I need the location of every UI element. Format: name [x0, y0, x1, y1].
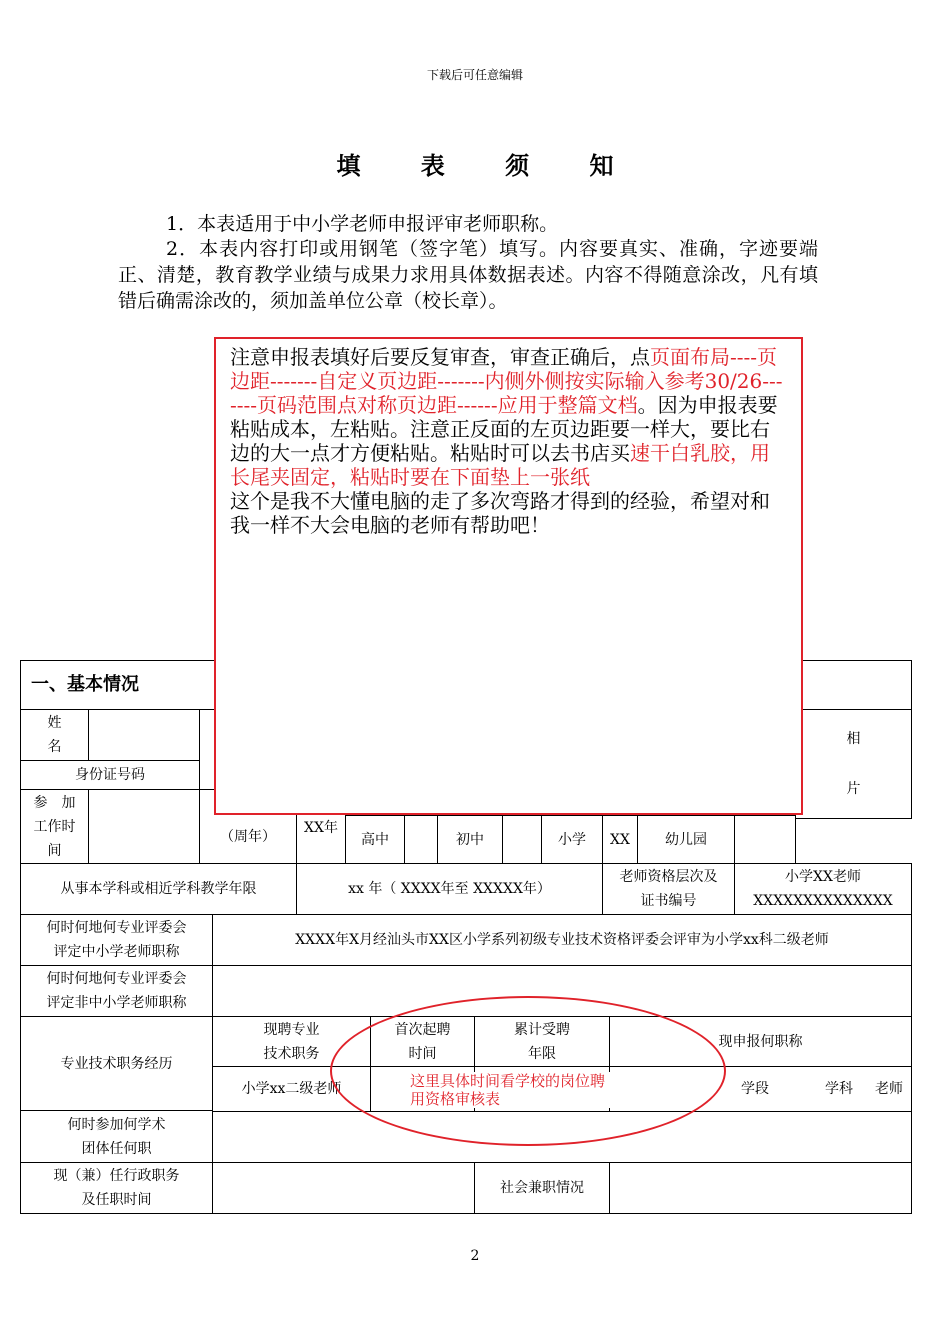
social-field[interactable]	[609, 1162, 912, 1214]
primary-value: XX	[602, 815, 638, 864]
overlay-text-3: 这个是我不大懂电脑的走了多次弯路才得到的经验，希望对和我一样不大会电脑的老师有帮助吧！	[230, 489, 770, 537]
annotation-ellipse	[330, 996, 726, 1146]
header-note: 下载后可任意编辑	[426, 68, 523, 82]
middle-label: 初中	[437, 815, 503, 864]
name-field[interactable]	[88, 709, 200, 761]
total-hire-label: 累计受聘 年限	[474, 1016, 610, 1067]
id-label: 身份证号码	[20, 760, 200, 790]
overlay-text-2: 。因为申报表要粘贴成本，左粘贴。注意正反面的左页边距要一样大，要比右边的大一点才方便粘贴。粘贴时可以去书店买	[230, 393, 778, 465]
cert-label: 老师资格层次及 证书编号	[602, 863, 735, 915]
career-label: 专业技术职务经历	[20, 1016, 213, 1111]
kinder-label: 幼儿园	[637, 815, 735, 864]
cert-value: 小学XX老师 XXXXXXXXXXXXXX	[734, 863, 912, 915]
eval-label: 何时何地何专业评委会 评定中小学老师职称	[20, 914, 213, 966]
years-label: （周年）	[199, 789, 297, 864]
page-title: 填 表 须 知	[336, 151, 640, 180]
academic-label: 何时参加何学术 团体任何职	[20, 1111, 213, 1163]
instruction-overlay	[214, 337, 803, 815]
kinder-field[interactable]	[734, 815, 796, 864]
stage-label: 学段	[741, 1081, 769, 1097]
name-label: 姓 名	[20, 709, 89, 761]
ellipse-note: 这里具体时间看学校的岗位聘用资格审核表	[410, 1072, 610, 1108]
current-title-label: 现聘专业 技术职务	[212, 1016, 371, 1067]
overlay-red-2: 速干白乳胶，用长尾夹固定，粘贴时要在下面垫上一张纸	[230, 441, 770, 489]
primary-label: 小学	[541, 815, 603, 864]
photo-label-2: 片	[846, 781, 861, 797]
current-title-value: 小学xx二级老师	[212, 1066, 371, 1112]
eval-value: XXXX年X月经汕头市XX区小学系列初级专业技术资格评委会评审为小学xx科二级老师	[212, 914, 912, 966]
subject-years-label: 从事本学科或相近学科教学年限	[20, 863, 297, 915]
work-time-field[interactable]	[88, 789, 200, 864]
page-number: 2	[470, 1248, 480, 1264]
photo-label-1: 相	[846, 731, 861, 747]
admin-label: 现（兼）任行政职务 及任职时间	[20, 1162, 213, 1214]
photo-cell	[795, 709, 912, 819]
years-value: XX年	[296, 789, 346, 864]
work-time-label: 参 加 工作时 间	[20, 789, 89, 864]
first-hire-label: 首次起聘 时间	[370, 1016, 475, 1067]
overlay-red-1: 页面布局----页边距-------自定义页边距-------内侧外侧按实际输入参考30/26-------页码范围点对称页边距------应用于整篇文档	[230, 345, 783, 417]
overlay-text-1: 注意申报表填好后要反复审查，审查正确后，点	[230, 345, 650, 369]
high-field[interactable]	[404, 815, 438, 864]
teacher-label: 老师	[875, 1081, 903, 1097]
eval-non-label: 何时何地何专业评委会 评定非中小学老师职称	[20, 965, 213, 1017]
high-label: 高中	[345, 815, 405, 864]
apply-title-label: 现申报何职称	[609, 1016, 912, 1067]
subject-label: 学科	[825, 1081, 853, 1097]
notice-item-2: 2．本表内容打印或用钢笔（签字笔）填写。内容要真实、准确，字迹要端正、清楚，教育教学业绩与成果力求用具体数据表述。内容不得随意涂改，凡有填错后确需涂改的，须加盖单位公章（校长章）。	[118, 238, 818, 312]
section-title: 一、基本情况	[20, 660, 912, 710]
social-label: 社会兼职情况	[474, 1162, 610, 1214]
notice-item-1: 1．本表适用于中小学老师申报评审老师职称。	[166, 213, 559, 235]
subject-years-value: xx 年（ XXXX年至 XXXXX年）	[296, 863, 603, 915]
middle-field[interactable]	[502, 815, 542, 864]
admin-field[interactable]	[212, 1162, 475, 1214]
